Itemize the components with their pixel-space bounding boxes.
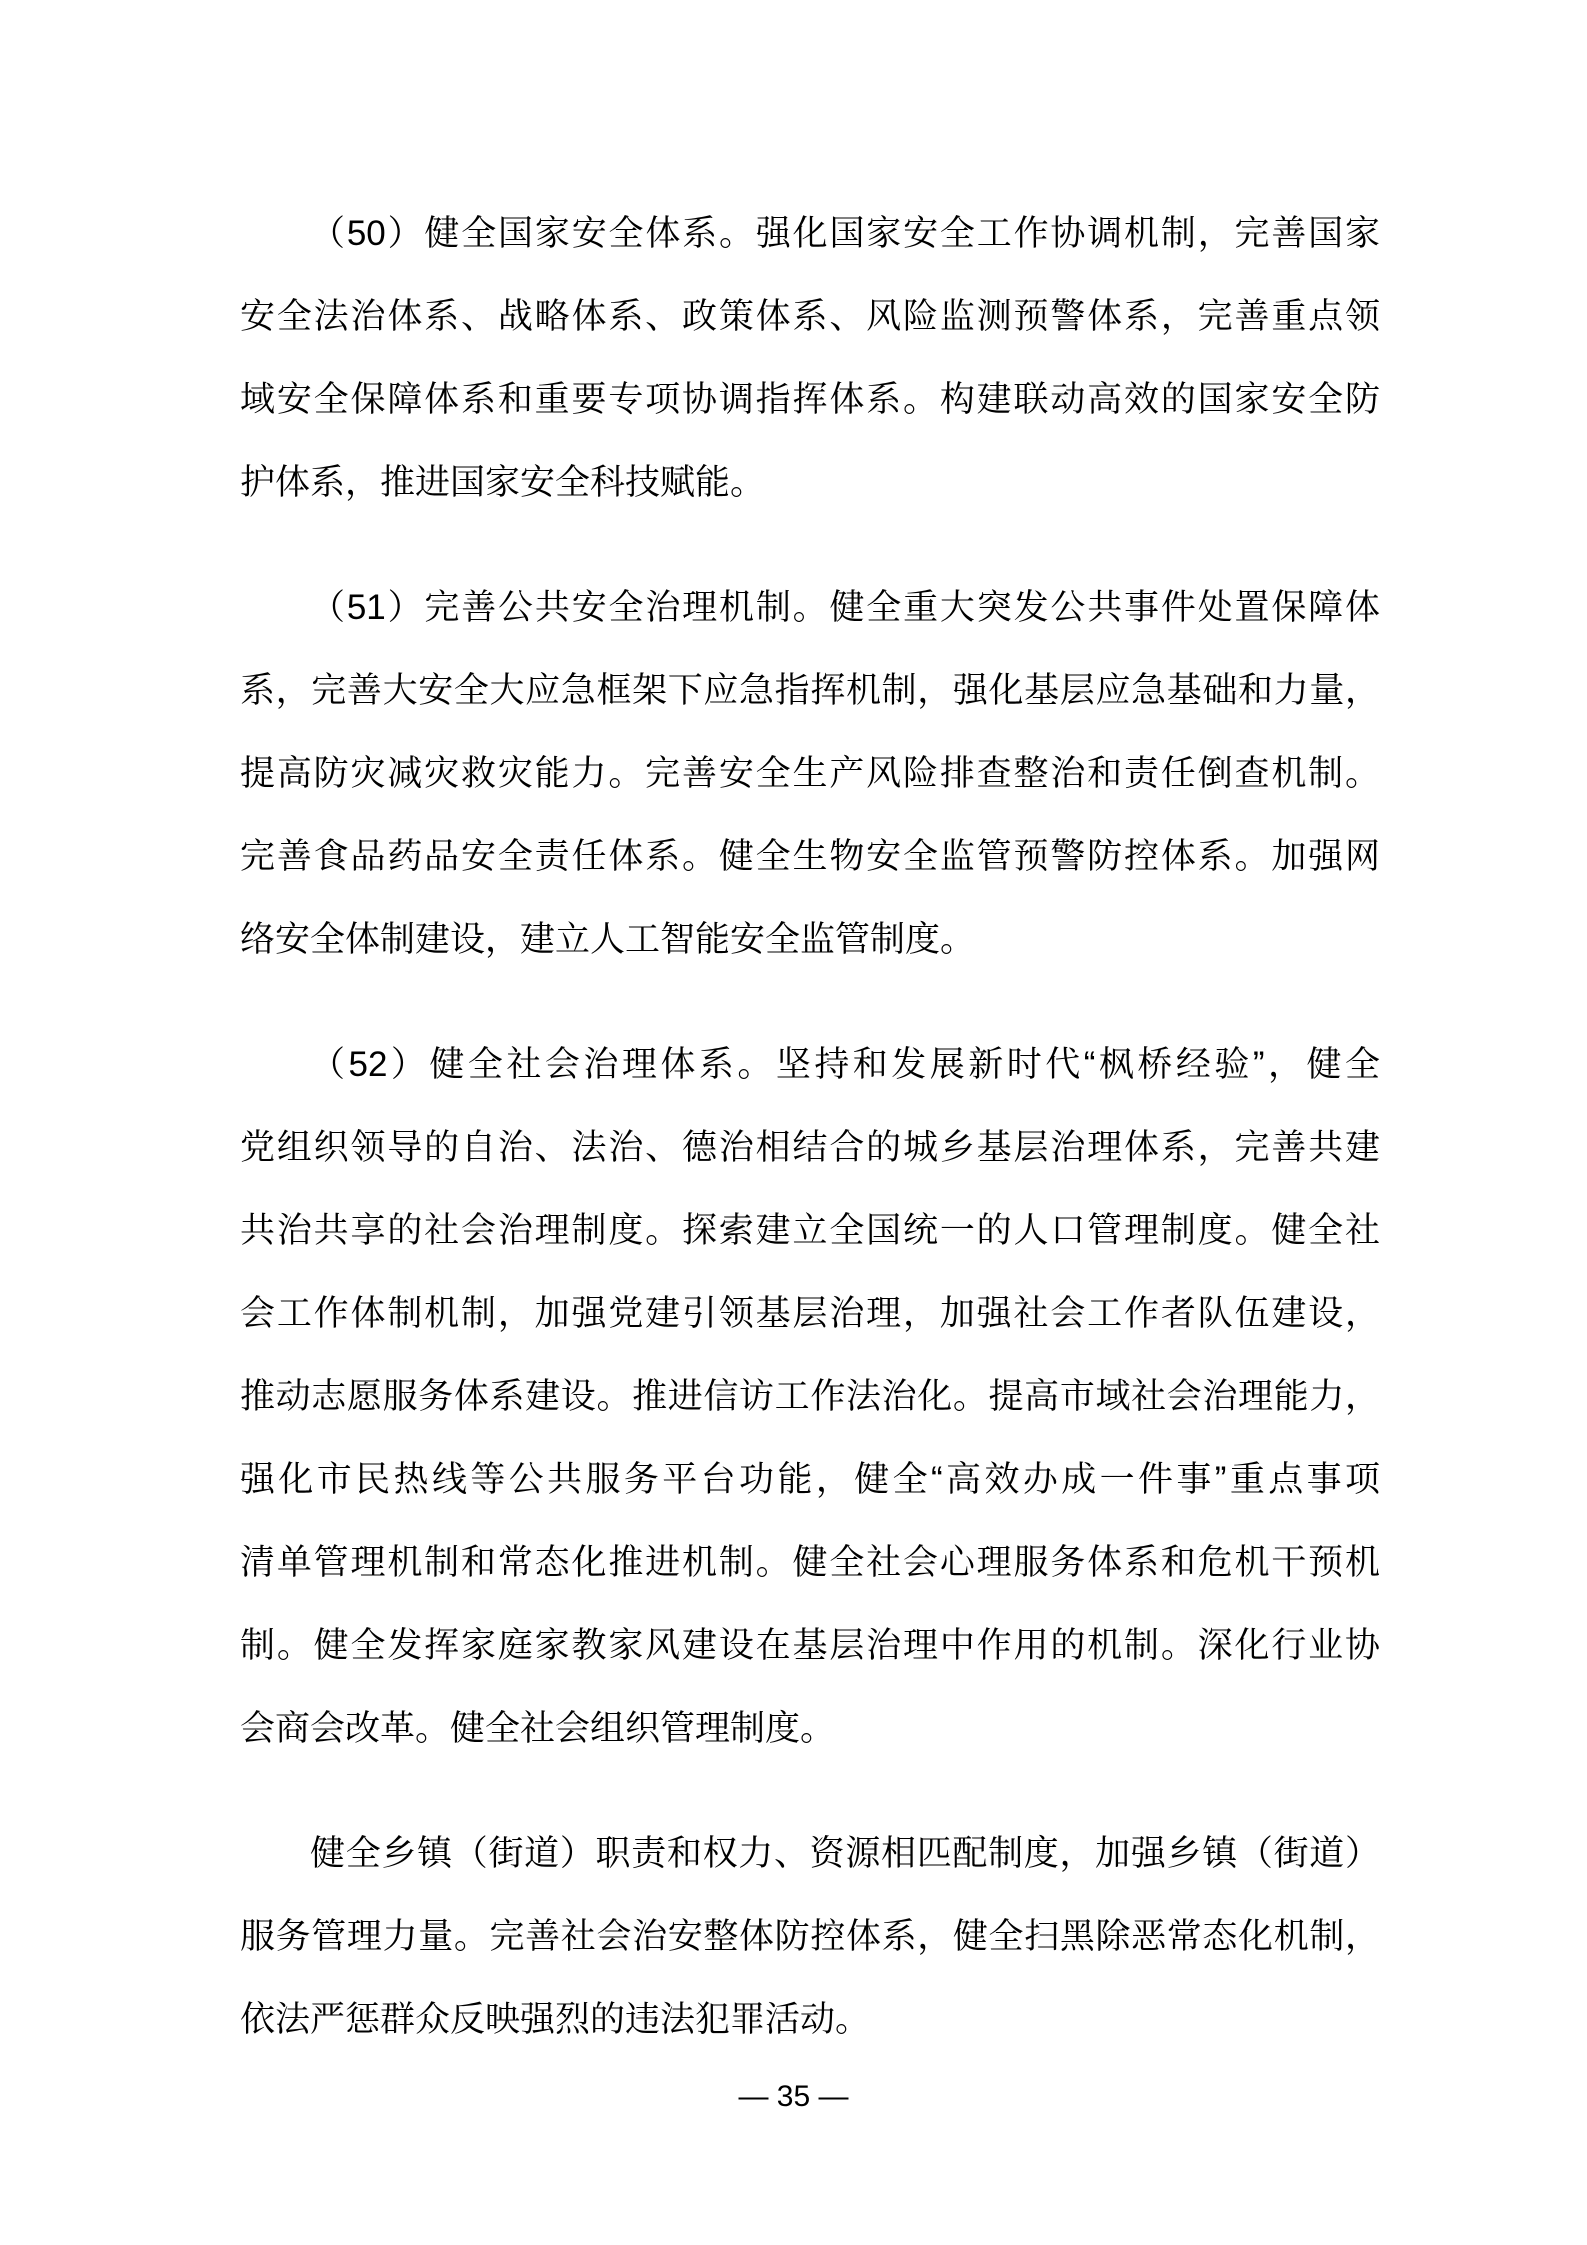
text-line: 会商会改革。健全社会组织管理制度。 [240,1709,836,1748]
text-line: 提高防灾减灾救灾能力。完善安全生产风险排查整治和责任倒查机制。 [240,754,1380,793]
text-line: 服务管理力量。完善社会治安整体防控体系，健全扫黑除恶常态化机制， [240,1917,1380,1956]
page-number: — 35 — [738,2080,849,2113]
text-line: 域安全保障体系和重要专项协调指挥体系。构建联动高效的国家安全防 [240,380,1380,419]
text-line: 系，完善大安全大应急框架下应急指挥机制，强化基层应急基础和力量， [240,671,1380,710]
paragraph [240,566,1380,981]
text-line: （51）完善公共安全治理机制。健全重大突发公共事件处置保障体 [310,588,1380,627]
document-body [240,192,1380,2061]
text-line: 健全乡镇（街道）职责和权力、资源相匹配制度，加强乡镇（街道） [310,1834,1380,1873]
text-line: 推动志愿服务体系建设。推进信访工作法治化。提高市域社会治理能力， [240,1377,1380,1416]
text-line: 依法严惩群众反映强烈的违法犯罪活动。 [240,2000,871,2039]
text-line: 络安全体制建设，建立人工智能安全监管制度。 [240,920,976,959]
text-line: 完善食品药品安全责任体系。健全生物安全监管预警防控体系。加强网 [240,837,1380,876]
text-line: 护体系，推进国家安全科技赋能。 [240,463,766,502]
text-line: 强化市民热线等公共服务平台功能，健全“高效办成一件事”重点事项 [240,1460,1380,1499]
text-line: 制。健全发挥家庭家教家风建设在基层治理中作用的机制。深化行业协 [240,1626,1380,1665]
page-footer [0,2077,1587,2117]
text-line: 共治共享的社会治理制度。探索建立全国统一的人口管理制度。健全社 [240,1211,1380,1250]
text-line: （50）健全国家安全体系。强化国家安全工作协调机制，完善国家 [310,214,1380,253]
paragraph [240,1812,1380,2061]
text-line: 会工作体制机制，加强党建引领基层治理，加强社会工作者队伍建设， [240,1294,1380,1333]
text-line: （52）健全社会治理体系。坚持和发展新时代“枫桥经验”，健全 [310,1045,1380,1084]
text-line: 党组织领导的自治、法治、德治相结合的城乡基层治理体系，完善共建 [240,1128,1380,1167]
paragraph [240,1023,1380,1770]
text-line: 安全法治体系、战略体系、政策体系、风险监测预警体系，完善重点领 [240,297,1380,336]
paragraph [240,192,1380,524]
text-line: 清单管理机制和常态化推进机制。健全社会心理服务体系和危机干预机 [240,1543,1380,1582]
